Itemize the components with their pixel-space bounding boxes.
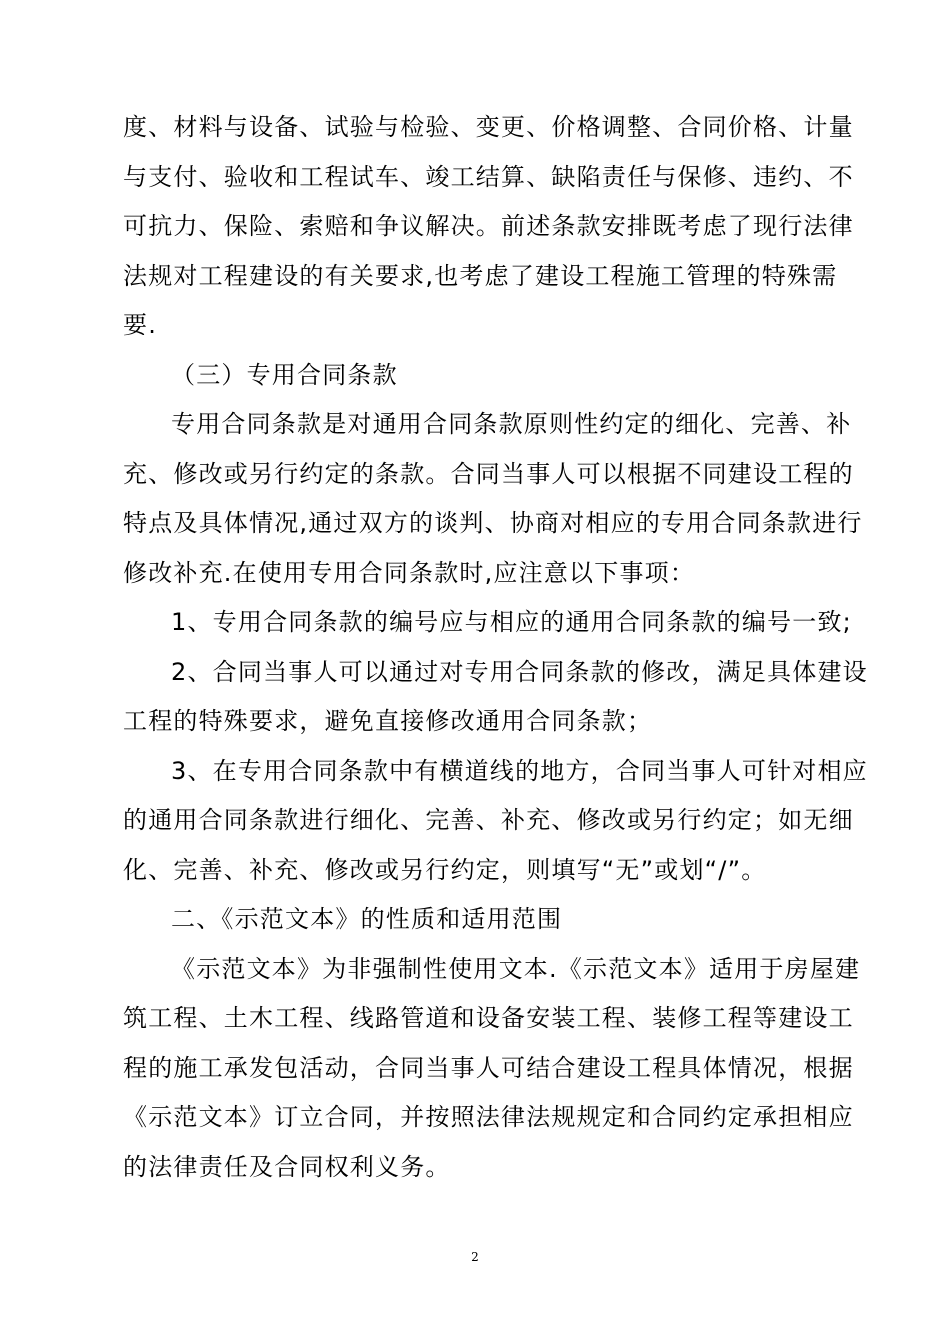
text-line: 度、材料与设备、试验与检验、变更、价格调整、合同价格、计量: [123, 113, 854, 141]
text-line: 的通用合同条款进行细化、完善、补充、修改或另行约定；如无细: [123, 806, 854, 834]
page-number: 2: [471, 1250, 479, 1264]
text-line: 要.: [123, 311, 158, 339]
text-line: 可抗力、保险、索赔和争议解决。前述条款安排既考虑了现行法律: [123, 212, 854, 240]
text-line: 充、修改或另行约定的条款。合同当事人可以根据不同建设工程的: [123, 459, 854, 488]
text-line: 2、合同当事人可以通过对专用合同条款的修改，满足具体建设: [171, 657, 868, 686]
text-line: （三）专用合同条款: [171, 360, 398, 389]
text-line: 筑工程、土木工程、线路管道和设备安装工程、装修工程等建设工: [123, 1004, 854, 1032]
text-line: 专用合同条款是对通用合同条款原则性约定的细化、完善、补: [171, 410, 852, 438]
text-line: 程的施工承发包活动，合同当事人可结合建设工程具体情况，根据: [123, 1053, 854, 1082]
text-line: 化、完善、补充、修改或另行约定，则填写“无”或划“/”。: [123, 855, 767, 884]
text-line: 修改补充.在使用专用合同条款时,应注意以下事项：: [123, 558, 696, 587]
text-line: 二、《示范文本》的性质和适用范围: [171, 905, 563, 933]
text-line: 法规对工程建设的有关要求,也考虑了建设工程施工管理的特殊需: [123, 261, 838, 290]
document-body: [123, 103, 868, 1192]
text-line: 工程的特殊要求，避免直接修改通用合同条款；: [123, 707, 653, 735]
text-line: 与支付、验收和工程试车、竣工结算、缺陷责任与保修、违约、不: [123, 162, 854, 191]
text-line: 《示范文本》订立合同，并按照法律法规规定和合同约定承担相应: [123, 1103, 854, 1131]
text-line: 1、专用合同条款的编号应与相应的通用合同条款的编号一致;: [171, 608, 852, 636]
text-line: 特点及具体情况,通过双方的谈判、协商对相应的专用合同条款进行: [123, 509, 863, 537]
text-line: 的法律责任及合同权利义务。: [123, 1152, 451, 1181]
text-line: 3、在专用合同条款中有横道线的地方，合同当事人可针对相应: [171, 756, 868, 785]
text-line: 《示范文本》为非强制性使用文本.《示范文本》适用于房屋建: [171, 954, 861, 983]
